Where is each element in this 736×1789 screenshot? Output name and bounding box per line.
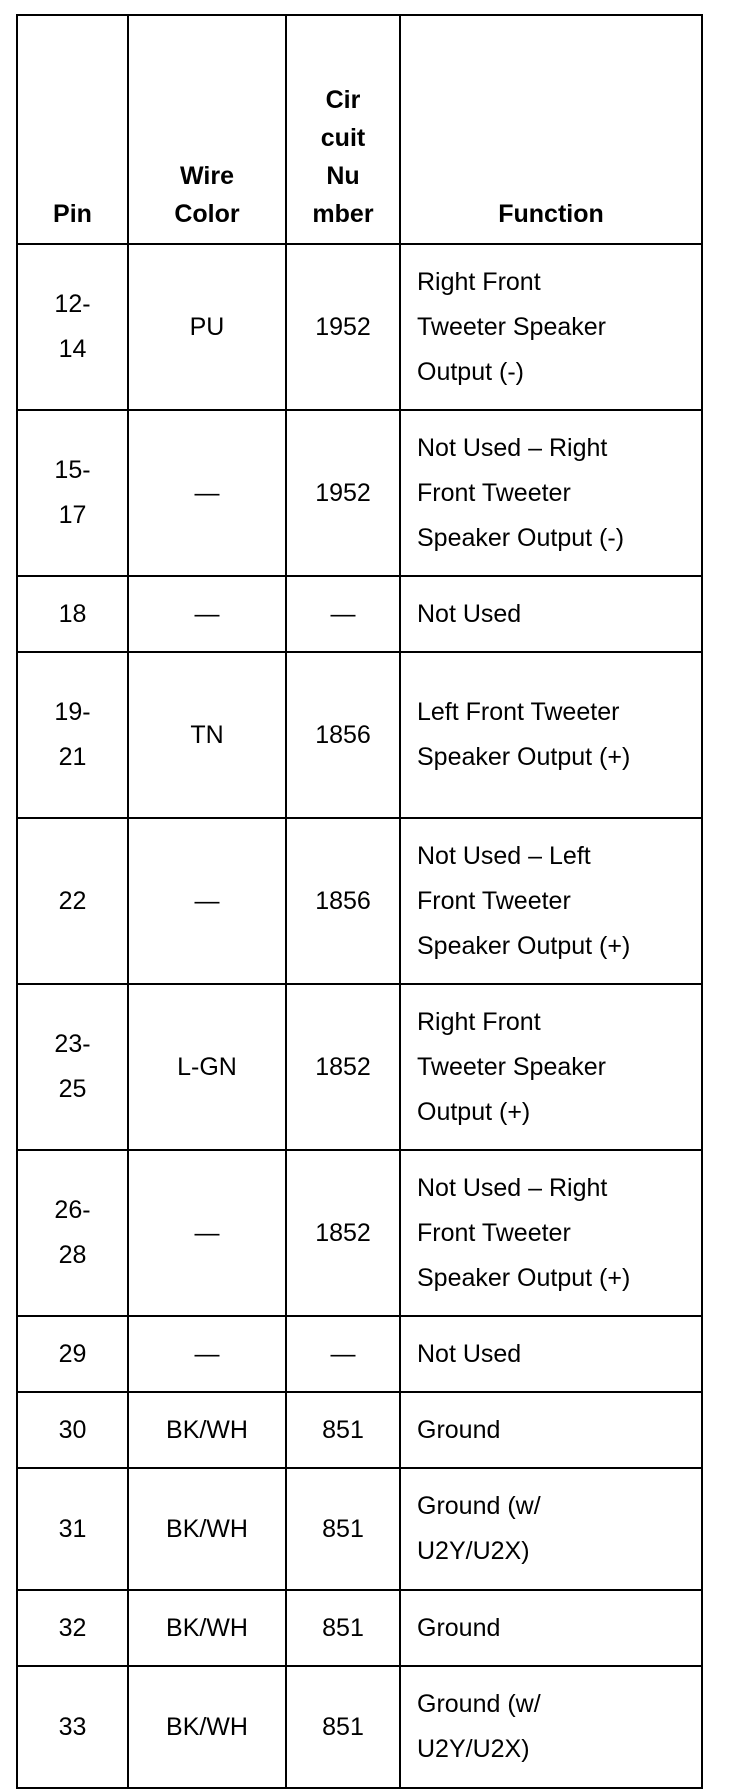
- function-cell-line: Left Front Tweeter: [417, 698, 620, 726]
- header-line: mber: [312, 200, 374, 228]
- function-cell-line: Not Used: [417, 1339, 522, 1368]
- header-line: Color: [174, 200, 240, 228]
- table-row: [17, 244, 702, 410]
- header-line: Wire: [180, 162, 234, 190]
- pin-cell-line: 31: [58, 1514, 87, 1543]
- function-cell-line: Front Tweeter: [417, 1218, 571, 1247]
- pin-cell: [17, 652, 128, 818]
- function-cell-line: Ground (w/: [417, 1690, 541, 1718]
- function-cell-line: Not Used – Left: [417, 841, 591, 870]
- pin-cell-line: 19-: [54, 698, 91, 726]
- pin-cell-line: 14: [58, 335, 87, 363]
- header-line: cuit: [320, 124, 366, 152]
- circuit-number-cell: 851: [286, 1666, 400, 1788]
- pin-cell-line: 22: [58, 886, 87, 915]
- table-row: [17, 410, 702, 576]
- table-row: [17, 1316, 702, 1392]
- table-row: [17, 1150, 702, 1316]
- pin-cell: [17, 244, 128, 410]
- wire-color-cell: BK/WH: [128, 1392, 286, 1468]
- wire-color-cell: TN: [128, 652, 286, 818]
- header-wire-color: [128, 15, 286, 244]
- pin-cell-line: 23-: [54, 1030, 91, 1058]
- function-cell-line: Not Used – Right: [417, 1173, 608, 1202]
- function-cell-line: Speaker Output (+): [417, 1263, 631, 1292]
- pin-cell: [17, 576, 128, 652]
- function-cell: [400, 1590, 702, 1666]
- circuit-number-cell: 851: [286, 1392, 400, 1468]
- pin-cell-line: 12-: [54, 290, 91, 318]
- pin-cell-line: 30: [58, 1415, 87, 1444]
- pinout-table: [16, 14, 703, 1789]
- circuit-number-cell: 851: [286, 1590, 400, 1666]
- header-row: [17, 15, 702, 244]
- pin-cell: [17, 984, 128, 1150]
- function-cell: [400, 1392, 702, 1468]
- table-row: [17, 1590, 702, 1666]
- circuit-number-cell: 1852: [286, 984, 400, 1150]
- function-cell-line: Not Used: [417, 599, 522, 628]
- circuit-number-cell: 1852: [286, 1150, 400, 1316]
- pin-cell: [17, 1590, 128, 1666]
- pin-cell: [17, 1666, 128, 1788]
- wire-color-cell: BK/WH: [128, 1666, 286, 1788]
- pin-cell-line: 26-: [54, 1196, 91, 1224]
- function-cell: [400, 244, 702, 410]
- header-pin: [17, 15, 128, 244]
- function-cell-line: Ground: [417, 1613, 501, 1642]
- pin-cell: [17, 1392, 128, 1468]
- wire-color-cell: —: [128, 1150, 286, 1316]
- pin-cell: [17, 1150, 128, 1316]
- circuit-number-cell: 851: [286, 1468, 400, 1590]
- wire-color-cell: BK/WH: [128, 1468, 286, 1590]
- pin-cell: [17, 410, 128, 576]
- function-cell: [400, 1316, 702, 1392]
- pin-cell-line: 29: [58, 1339, 87, 1368]
- circuit-number-cell: 1856: [286, 652, 400, 818]
- function-cell-line: Tweeter Speaker: [417, 312, 606, 341]
- function-cell-line: Right Front: [417, 1007, 541, 1036]
- function-cell: [400, 652, 702, 818]
- function-cell: [400, 576, 702, 652]
- function-cell-line: U2Y/U2X): [417, 1537, 530, 1565]
- wire-color-cell: PU: [128, 244, 286, 410]
- wire-color-cell: L-GN: [128, 984, 286, 1150]
- table-row: [17, 576, 702, 652]
- function-cell-line: Speaker Output (+): [417, 743, 631, 771]
- function-cell-line: Output (+): [417, 1097, 531, 1126]
- function-cell: [400, 1468, 702, 1590]
- pin-cell-line: 18: [58, 599, 87, 628]
- function-cell-line: Ground (w/: [417, 1492, 541, 1520]
- pin-cell-line: 25: [58, 1075, 87, 1103]
- pin-cell-line: 32: [58, 1613, 87, 1642]
- wire-color-cell: —: [128, 410, 286, 576]
- wire-color-cell: —: [128, 1316, 286, 1392]
- header-line: Function: [498, 200, 604, 228]
- table-row: [17, 984, 702, 1150]
- pin-cell-line: 17: [58, 501, 87, 529]
- function-cell-line: Front Tweeter: [417, 886, 571, 915]
- wire-color-cell: BK/WH: [128, 1590, 286, 1666]
- pin-cell-line: 15-: [54, 456, 91, 484]
- header-line: Pin: [53, 200, 92, 228]
- function-cell-line: Front Tweeter: [417, 478, 571, 507]
- circuit-number-cell: 1856: [286, 818, 400, 984]
- pin-cell-line: 33: [58, 1712, 87, 1741]
- pin-cell-line: 28: [58, 1241, 87, 1269]
- function-cell-line: Ground: [417, 1415, 501, 1444]
- circuit-number-cell: —: [286, 1316, 400, 1392]
- function-cell-line: Speaker Output (+): [417, 931, 631, 960]
- function-cell-line: Not Used – Right: [417, 433, 608, 462]
- pin-cell-line: 21: [58, 743, 87, 771]
- function-cell: [400, 1150, 702, 1316]
- table-row: [17, 1468, 702, 1590]
- function-cell-line: Output (-): [417, 357, 524, 386]
- circuit-number-cell: 1952: [286, 410, 400, 576]
- header-circuit-number: [286, 15, 400, 244]
- header-function: [400, 15, 702, 244]
- pin-cell: [17, 818, 128, 984]
- circuit-number-cell: 1952: [286, 244, 400, 410]
- pin-cell: [17, 1316, 128, 1392]
- function-cell: [400, 1666, 702, 1788]
- function-cell: [400, 984, 702, 1150]
- pin-cell: [17, 1468, 128, 1590]
- function-cell-line: Speaker Output (-): [417, 523, 625, 552]
- table-row: [17, 1392, 702, 1468]
- function-cell-line: U2Y/U2X): [417, 1735, 530, 1763]
- header-line: Cir: [325, 86, 361, 114]
- wire-color-cell: —: [128, 576, 286, 652]
- table-row: [17, 652, 702, 818]
- function-cell-line: Right Front: [417, 267, 541, 296]
- table-row: [17, 818, 702, 984]
- function-cell: [400, 410, 702, 576]
- header-line: Nu: [326, 162, 360, 190]
- function-cell-line: Tweeter Speaker: [417, 1052, 606, 1081]
- wire-color-cell: —: [128, 818, 286, 984]
- table-body: [17, 244, 702, 1788]
- table-row: [17, 1666, 702, 1788]
- circuit-number-cell: —: [286, 576, 400, 652]
- function-cell: [400, 818, 702, 984]
